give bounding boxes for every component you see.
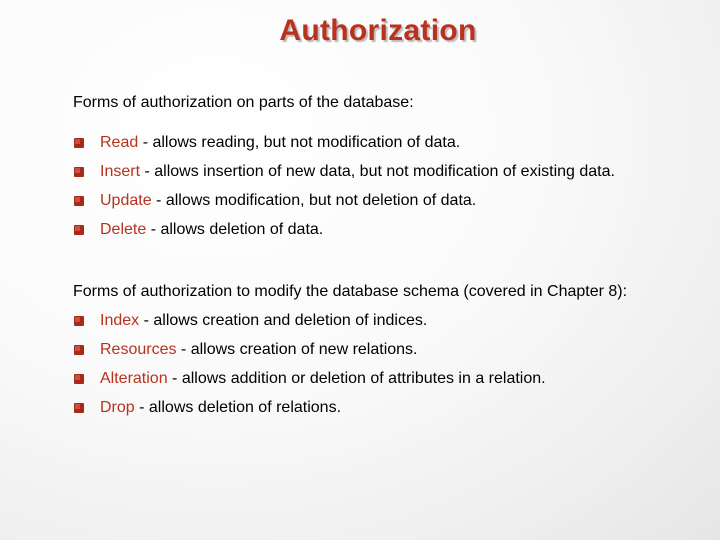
square-bullet-icon (74, 167, 84, 177)
item-term: Insert (100, 163, 141, 180)
item-term: Read (100, 134, 139, 151)
item-term: Alteration (100, 370, 168, 387)
schema-authorization-list (73, 311, 546, 427)
list-item-index (73, 311, 546, 340)
list-item-alteration (73, 369, 546, 398)
list-item-update (73, 191, 615, 220)
square-bullet-icon (74, 403, 84, 413)
item-description: - allows modification, but not deletion of data. (151, 192, 477, 209)
item-description: - allows reading, but not modification of data. (138, 134, 461, 151)
list-item-read (73, 133, 615, 162)
list-item-resources (73, 340, 546, 369)
item-description: - allows deletion of relations. (134, 399, 342, 416)
list-item-drop (73, 398, 546, 427)
square-bullet-icon (74, 225, 84, 235)
square-bullet-icon (74, 138, 84, 148)
square-bullet-icon (74, 345, 84, 355)
item-term: Index (100, 312, 140, 329)
section-intro-data-authorization: Forms of authorization on parts of the database: (73, 94, 414, 111)
section-intro-schema-authorization: Forms of authorization to modify the database schema (covered in Chapter 8): (73, 283, 628, 300)
item-term: Delete (100, 221, 147, 238)
item-description: - allows insertion of new data, but not modification of existing data. (140, 163, 615, 180)
item-description: - allows creation of new relations. (176, 341, 418, 358)
list-item-insert (73, 162, 615, 191)
square-bullet-icon (74, 196, 84, 206)
list-item-delete (73, 220, 615, 249)
item-description: - allows deletion of data. (146, 221, 324, 238)
item-description: - allows creation and deletion of indices. (139, 312, 428, 329)
slide-title: Authorization (279, 14, 477, 47)
item-term: Update (100, 192, 152, 209)
item-term: Resources (100, 341, 177, 358)
square-bullet-icon (74, 316, 84, 326)
item-description: - allows addition or deletion of attributes in a relation. (167, 370, 546, 387)
item-term: Drop (100, 399, 135, 416)
data-authorization-list (73, 133, 615, 249)
square-bullet-icon (74, 374, 84, 384)
